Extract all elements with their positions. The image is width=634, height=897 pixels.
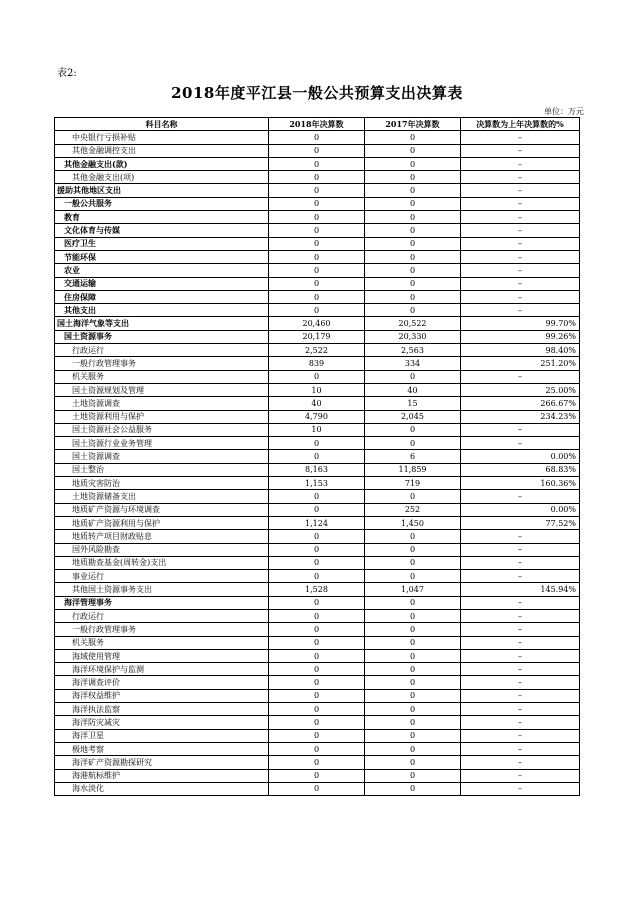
actual-2018-cell: 0 [269,556,365,569]
actual-2018-cell: 0 [269,623,365,636]
ratio-cell: – [461,277,580,290]
actual-2017-cell: 719 [365,477,461,490]
actual-2017-cell: 0 [365,543,461,556]
actual-2017-cell: 0 [365,623,461,636]
ratio-cell: – [461,423,580,436]
actual-2017-cell: 0 [365,250,461,263]
actual-2017-cell: 0 [365,636,461,649]
actual-2017-cell: 0 [365,676,461,689]
subject-name-cell: 海港航标维护 [55,769,269,782]
actual-2018-cell: 0 [269,277,365,290]
ratio-cell: – [461,157,580,170]
actual-2017-cell: 6 [365,450,461,463]
table-number-label: 表2: [57,68,77,79]
actual-2018-cell: 0 [269,237,365,250]
ratio-cell: – [461,649,580,662]
actual-2017-cell: 40 [365,383,461,396]
table-row [55,197,580,210]
ratio-cell: 145.94% [461,583,580,596]
actual-2017-cell: 0 [365,197,461,210]
actual-2017-cell: 0 [365,211,461,224]
actual-2017-cell: 0 [365,609,461,622]
ratio-cell: 77.52% [461,516,580,529]
table-row [55,370,580,383]
ratio-cell: 251.20% [461,357,580,370]
ratio-cell: – [461,570,580,583]
subject-name-cell: 交通运输 [55,277,269,290]
subject-name-cell: 海域使用管理 [55,649,269,662]
header-2018-actual: 2018年决算数 [269,118,365,131]
actual-2018-cell: 0 [269,370,365,383]
ratio-cell: – [461,197,580,210]
actual-2018-cell: 0 [269,756,365,769]
table-row [55,171,580,184]
actual-2017-cell: 0 [365,290,461,303]
table-row [55,756,580,769]
subject-name-cell: 事业运行 [55,570,269,583]
actual-2018-cell: 0 [269,304,365,317]
table-row [55,769,580,782]
table-row [55,676,580,689]
ratio-cell: – [461,144,580,157]
subject-name-cell: 住房保障 [55,290,269,303]
subject-name-cell: 行政运行 [55,344,269,357]
table-row [55,423,580,436]
table-row [55,623,580,636]
subject-name-cell: 其他支出 [55,304,269,317]
actual-2017-cell: 20,522 [365,317,461,330]
subject-name-cell: 海洋防灾减灾 [55,716,269,729]
table-row [55,357,580,370]
actual-2018-cell: 0 [269,782,365,795]
table-row [55,716,580,729]
table-row [55,184,580,197]
subject-name-cell: 海洋环境保护与监测 [55,663,269,676]
table-row [55,317,580,330]
actual-2018-cell: 0 [269,636,365,649]
actual-2018-cell: 0 [269,264,365,277]
actual-2017-cell: 0 [365,716,461,729]
actual-2018-cell: 0 [269,490,365,503]
ratio-cell: 98.40% [461,344,580,357]
ratio-cell: – [461,530,580,543]
ratio-cell: 160.36% [461,477,580,490]
header-row [55,118,580,131]
table-row [55,583,580,596]
subject-name-cell: 国土资源规划及管理 [55,383,269,396]
table-row [55,397,580,410]
subject-name-cell: 其他金融调控支出 [55,144,269,157]
subject-name-cell: 海洋管理事务 [55,596,269,609]
subject-name-cell: 国土海洋气象等支出 [55,317,269,330]
ratio-cell: – [461,543,580,556]
actual-2018-cell: 0 [269,171,365,184]
actual-2017-cell: 0 [365,742,461,755]
subject-name-cell: 节能环保 [55,250,269,263]
actual-2017-cell: 0 [365,304,461,317]
ratio-cell: 99.26% [461,330,580,343]
actual-2018-cell: 20,460 [269,317,365,330]
actual-2017-cell: 0 [365,556,461,569]
actual-2018-cell: 0 [269,676,365,689]
subject-name-cell: 海水淡化 [55,782,269,795]
ratio-cell: – [461,237,580,250]
header-subject-name: 科目名称 [55,118,269,131]
table-row [55,649,580,662]
table-row [55,144,580,157]
actual-2017-cell: 0 [365,663,461,676]
actual-2018-cell: 0 [269,769,365,782]
ratio-cell: 99.70% [461,317,580,330]
subject-name-cell: 土地资源利用与保护 [55,410,269,423]
ratio-cell: – [461,264,580,277]
actual-2018-cell: 10 [269,423,365,436]
subject-name-cell: 海洋执法监察 [55,703,269,716]
table-row [55,250,580,263]
actual-2018-cell: 839 [269,357,365,370]
actual-2018-cell: 0 [269,663,365,676]
ratio-cell: – [461,623,580,636]
actual-2017-cell: 0 [365,782,461,795]
table-row [55,211,580,224]
table-body [55,131,580,796]
ratio-cell: – [461,290,580,303]
ratio-cell: – [461,742,580,755]
subject-name-cell: 机关服务 [55,370,269,383]
actual-2017-cell: 0 [365,237,461,250]
subject-name-cell: 国土整治 [55,463,269,476]
actual-2018-cell: 10 [269,383,365,396]
ratio-cell: – [461,437,580,450]
subject-name-cell: 地质转产项目财政贴息 [55,530,269,543]
ratio-cell: 234.23% [461,410,580,423]
actual-2018-cell: 0 [269,609,365,622]
subject-name-cell: 国外风险勘查 [55,543,269,556]
subject-name-cell: 一般行政管理事务 [55,357,269,370]
ratio-cell: – [461,756,580,769]
subject-name-cell: 地质矿产资源利用与保护 [55,516,269,529]
subject-name-cell: 其他金融支出(项) [55,171,269,184]
table-row [55,503,580,516]
ratio-cell: – [461,370,580,383]
actual-2017-cell: 11,859 [365,463,461,476]
table-row [55,742,580,755]
actual-2018-cell: 40 [269,397,365,410]
unit-label: 单位：万元 [544,107,584,116]
table-row [55,570,580,583]
ratio-cell: 0.00% [461,450,580,463]
actual-2017-cell: 0 [365,277,461,290]
ratio-cell: 68.83% [461,463,580,476]
ratio-cell: – [461,703,580,716]
table-row [55,516,580,529]
actual-2018-cell: 0 [269,450,365,463]
table-row [55,237,580,250]
subject-name-cell: 中央银行亏损补贴 [55,131,269,144]
ratio-cell: – [461,609,580,622]
actual-2017-cell: 0 [365,171,461,184]
actual-2018-cell: 0 [269,503,365,516]
ratio-cell: – [461,782,580,795]
subject-name-cell: 农业 [55,264,269,277]
subject-name-cell: 海洋调查评价 [55,676,269,689]
table-row [55,596,580,609]
actual-2017-cell: 0 [365,423,461,436]
actual-2018-cell: 0 [269,211,365,224]
actual-2018-cell: 8,163 [269,463,365,476]
ratio-cell: – [461,729,580,742]
actual-2017-cell: 0 [365,596,461,609]
actual-2018-cell: 0 [269,250,365,263]
actual-2018-cell: 1,124 [269,516,365,529]
table-row [55,131,580,144]
actual-2017-cell: 20,330 [365,330,461,343]
actual-2018-cell: 0 [269,689,365,702]
table-row [55,264,580,277]
header-ratio: 决算数为上年决算数的% [461,118,580,131]
table-row [55,490,580,503]
subject-name-cell: 文化体育与传媒 [55,224,269,237]
subject-name-cell: 地质灾害防治 [55,477,269,490]
budget-table [54,117,580,796]
actual-2017-cell: 1,047 [365,583,461,596]
subject-name-cell: 地质矿产资源与环境调查 [55,503,269,516]
actual-2018-cell: 0 [269,596,365,609]
ratio-cell: – [461,769,580,782]
actual-2017-cell: 0 [365,729,461,742]
ratio-cell: – [461,663,580,676]
actual-2017-cell: 0 [365,649,461,662]
actual-2017-cell: 0 [365,437,461,450]
table-row [55,636,580,649]
actual-2017-cell: 334 [365,357,461,370]
subject-name-cell: 国土资源调查 [55,450,269,463]
table-header [55,118,580,131]
table-row [55,450,580,463]
ratio-cell: 0.00% [461,503,580,516]
ratio-cell: – [461,716,580,729]
ratio-cell: – [461,556,580,569]
table-row [55,224,580,237]
subject-name-cell: 土地资源储备支出 [55,490,269,503]
actual-2018-cell: 0 [269,543,365,556]
actual-2017-cell: 0 [365,756,461,769]
table-row [55,344,580,357]
subject-name-cell: 教育 [55,211,269,224]
actual-2018-cell: 0 [269,197,365,210]
table-row [55,277,580,290]
subject-name-cell: 海洋权益维护 [55,689,269,702]
actual-2018-cell: 0 [269,437,365,450]
header-2017-actual: 2017年决算数 [365,118,461,131]
actual-2018-cell: 0 [269,144,365,157]
ratio-cell: – [461,184,580,197]
table-row [55,663,580,676]
ratio-cell: – [461,676,580,689]
actual-2018-cell: 1,153 [269,477,365,490]
actual-2017-cell: 252 [365,503,461,516]
actual-2018-cell: 20,179 [269,330,365,343]
actual-2017-cell: 15 [365,397,461,410]
actual-2017-cell: 0 [365,689,461,702]
actual-2018-cell: 0 [269,131,365,144]
actual-2018-cell: 4,790 [269,410,365,423]
actual-2018-cell: 0 [269,290,365,303]
table-row [55,157,580,170]
table-row [55,383,580,396]
table-row [55,782,580,795]
ratio-cell: – [461,596,580,609]
subject-name-cell: 国土资源社会公益服务 [55,423,269,436]
table-row [55,609,580,622]
actual-2017-cell: 0 [365,530,461,543]
actual-2017-cell: 0 [365,490,461,503]
subject-name-cell: 其他金融支出(款) [55,157,269,170]
actual-2018-cell: 0 [269,224,365,237]
actual-2017-cell: 0 [365,264,461,277]
table-row [55,703,580,716]
actual-2018-cell: 0 [269,570,365,583]
actual-2017-cell: 0 [365,144,461,157]
table-row [55,689,580,702]
subject-name-cell: 海洋卫星 [55,729,269,742]
subject-name-cell: 援助其他地区支出 [55,184,269,197]
subject-name-cell: 土地资源调查 [55,397,269,410]
actual-2017-cell: 0 [365,131,461,144]
actual-2017-cell: 0 [365,703,461,716]
table-row [55,729,580,742]
ratio-cell: – [461,689,580,702]
subject-name-cell: 行政运行 [55,609,269,622]
actual-2018-cell: 2,522 [269,344,365,357]
page-title: 2018年度平江县一般公共预算支出决算表 [171,84,463,102]
subject-name-cell: 国土资源行业业务管理 [55,437,269,450]
ratio-cell: – [461,224,580,237]
table-row [55,410,580,423]
actual-2017-cell: 2,045 [365,410,461,423]
table-row [55,330,580,343]
table-row [55,463,580,476]
subject-name-cell: 国土资源事务 [55,330,269,343]
table-row [55,543,580,556]
actual-2017-cell: 0 [365,184,461,197]
subject-name-cell: 地质勘查基金(周转金)支出 [55,556,269,569]
subject-name-cell: 一般行政管理事务 [55,623,269,636]
subject-name-cell: 机关服务 [55,636,269,649]
actual-2018-cell: 0 [269,729,365,742]
ratio-cell: 266.67% [461,397,580,410]
subject-name-cell: 海洋矿产资源勘探研究 [55,756,269,769]
table-row [55,304,580,317]
actual-2017-cell: 0 [365,769,461,782]
subject-name-cell: 其他国土资源事务支出 [55,583,269,596]
actual-2017-cell: 2,563 [365,344,461,357]
actual-2017-cell: 0 [365,157,461,170]
subject-name-cell: 极地考察 [55,742,269,755]
ratio-cell: 25.00% [461,383,580,396]
table-row [55,290,580,303]
ratio-cell: – [461,131,580,144]
ratio-cell: – [461,490,580,503]
actual-2018-cell: 0 [269,157,365,170]
ratio-cell: – [461,304,580,317]
actual-2017-cell: 0 [365,370,461,383]
ratio-cell: – [461,250,580,263]
actual-2018-cell: 0 [269,184,365,197]
table-row [55,477,580,490]
table-row [55,556,580,569]
actual-2017-cell: 1,450 [365,516,461,529]
actual-2018-cell: 0 [269,530,365,543]
actual-2018-cell: 0 [269,703,365,716]
actual-2018-cell: 0 [269,742,365,755]
subject-name-cell: 医疗卫生 [55,237,269,250]
actual-2018-cell: 0 [269,716,365,729]
ratio-cell: – [461,171,580,184]
subject-name-cell: 一般公共服务 [55,197,269,210]
ratio-cell: – [461,211,580,224]
actual-2017-cell: 0 [365,570,461,583]
actual-2017-cell: 0 [365,224,461,237]
ratio-cell: – [461,636,580,649]
table-row [55,530,580,543]
actual-2018-cell: 1,528 [269,583,365,596]
table-row [55,437,580,450]
actual-2018-cell: 0 [269,649,365,662]
